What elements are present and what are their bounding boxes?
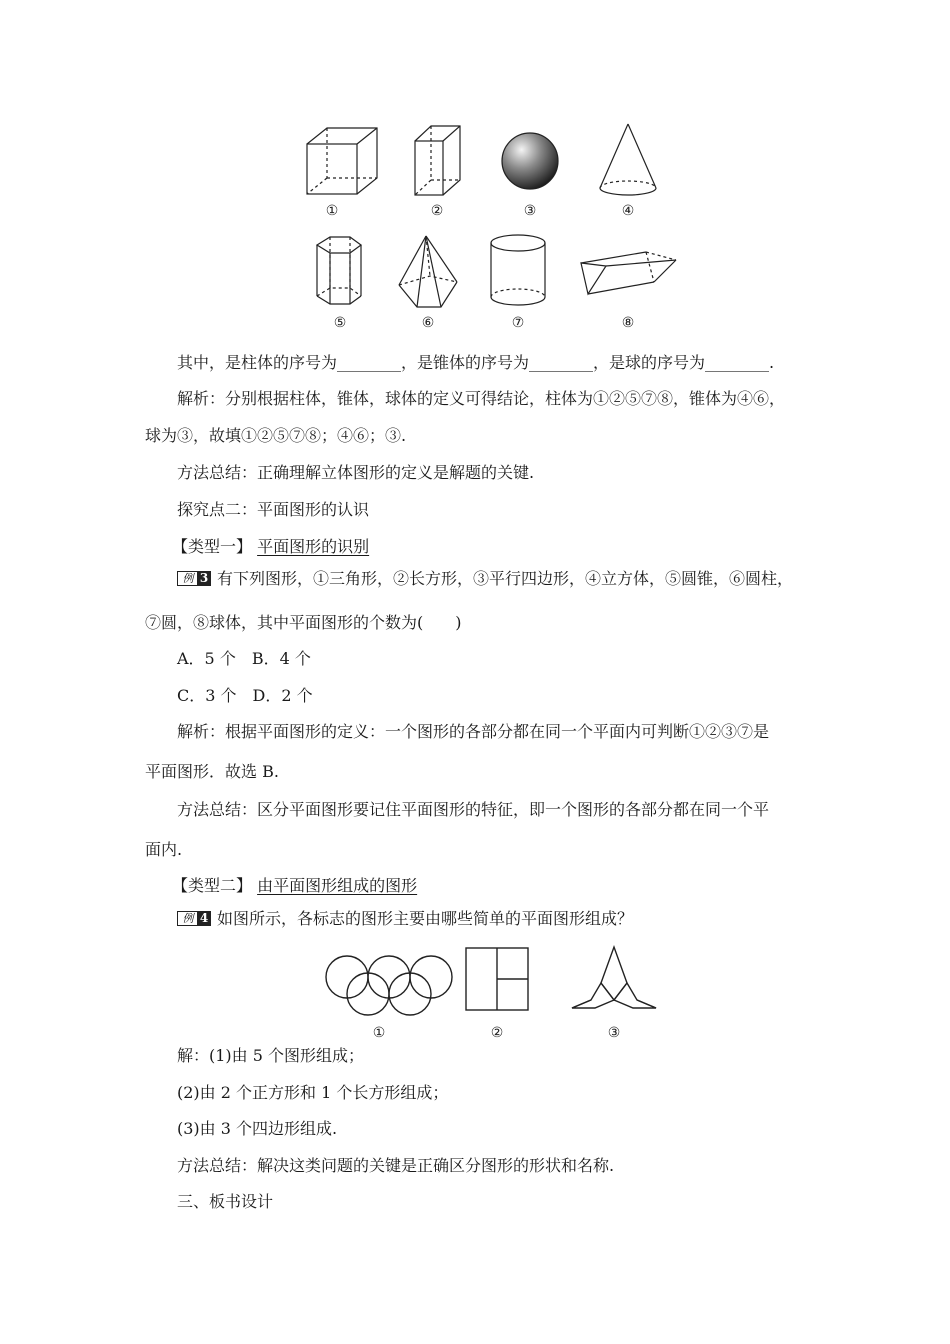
solution-line-1: 解：(1)由 5 个图形组成；: [177, 1046, 365, 1065]
analysis-3-line-2: 平面图形．故选 B.: [145, 762, 279, 781]
analysis-3-line-1: 解析：根据平面图形的定义：一个图形的各部分都在同一个平面内可判断①②③⑦是: [177, 722, 770, 741]
sphere-icon: [502, 133, 558, 189]
solid-label-4: ④: [621, 203, 635, 219]
example-4-text: 如图所示，各标志的图形主要由哪些简单的平面图形组成？: [217, 909, 634, 928]
solution-line-2: (2)由 2 个正方形和 1 个长方形组成；: [177, 1083, 449, 1102]
example-3-line: [177, 568, 857, 590]
rectangular-prism-icon: [415, 126, 460, 195]
example-3-text: 有下列图形，①三角形，②长方形，③平行四边形，④立方体，⑤圆锥，⑥圆柱，: [217, 569, 794, 588]
logo-label-1: ①: [372, 1025, 386, 1041]
example-4-badge-number: 4: [197, 911, 211, 926]
pyramid-icon: [399, 236, 457, 307]
example-4-line: [177, 908, 857, 930]
example-4-badge-label: 例: [177, 911, 199, 926]
question-line: 其中，是柱体的序号为________，是锥体的序号为________，是球的序号为________.: [177, 353, 775, 372]
solution-line-3: (3)由 3 个四边形组成.: [177, 1119, 338, 1138]
example-3-badge-label: 例: [177, 571, 199, 586]
example-3-badge-number: 3: [197, 571, 211, 586]
hexagonal-prism-icon: [317, 237, 361, 304]
rhombus-logo-icon: [572, 947, 656, 1008]
method-summary-3-line-2: 面内.: [145, 840, 183, 859]
logo-label-2: ②: [490, 1025, 504, 1041]
solid-label-6: ⑥: [421, 315, 435, 331]
section-heading-board-design: 三、板书设计: [177, 1192, 274, 1211]
example-4-badge: [177, 911, 211, 926]
method-summary-1: 方法总结：正确理解立体图形的定义是解题的关键.: [177, 463, 535, 482]
method-summary-4: 方法总结：解决这类问题的关键是正确区分图形的形状和名称.: [177, 1156, 615, 1175]
method-summary-3-line-1: 方法总结：区分平面图形要记住平面图形的特征，即一个图形的各部分都在同一个平: [177, 800, 770, 819]
analysis-line-2: 球为③，故填①②⑤⑦⑧；④⑥；③.: [145, 426, 407, 445]
type-1-title: 平面图形的识别: [257, 537, 370, 556]
solids-figure: [0, 0, 950, 340]
type-2-title: 由平面图形组成的图形: [257, 876, 418, 895]
solid-label-1: ①: [325, 203, 339, 219]
solid-label-7: ⑦: [511, 315, 525, 331]
solid-label-2: ②: [430, 203, 444, 219]
logo-label-3: ③: [607, 1025, 621, 1041]
squares-logo-icon: [466, 948, 528, 1010]
type-2-tag: 【类型二】: [172, 876, 253, 895]
triangular-prism-icon: [581, 252, 676, 294]
cone-icon: [600, 124, 656, 195]
option-line-cd: C．3 个 D．2 个: [177, 686, 313, 705]
type-2-heading: [172, 875, 852, 897]
example-3-badge: [177, 571, 211, 586]
solid-label-8: ⑧: [621, 315, 635, 331]
example-3-line-2: ⑦圆，⑧球体，其中平面图形的个数为( ): [145, 613, 462, 632]
type-1-tag: 【类型一】: [172, 537, 253, 556]
solid-label-3: ③: [523, 203, 537, 219]
solid-label-5: ⑤: [333, 315, 347, 331]
option-line-ab: A．5 个 B．4 个: [177, 649, 311, 668]
section-heading-point-2: 探究点二：平面图形的认识: [177, 500, 370, 519]
cylinder-icon: [491, 235, 545, 305]
type-1-heading: [172, 536, 852, 558]
cube-icon: [307, 128, 377, 194]
olympic-rings-icon: [326, 956, 452, 1015]
analysis-line-1: 解析：分别根据柱体，锥体，球体的定义可得结论，柱体为①②⑤⑦⑧，锥体为④⑥，: [177, 389, 786, 408]
